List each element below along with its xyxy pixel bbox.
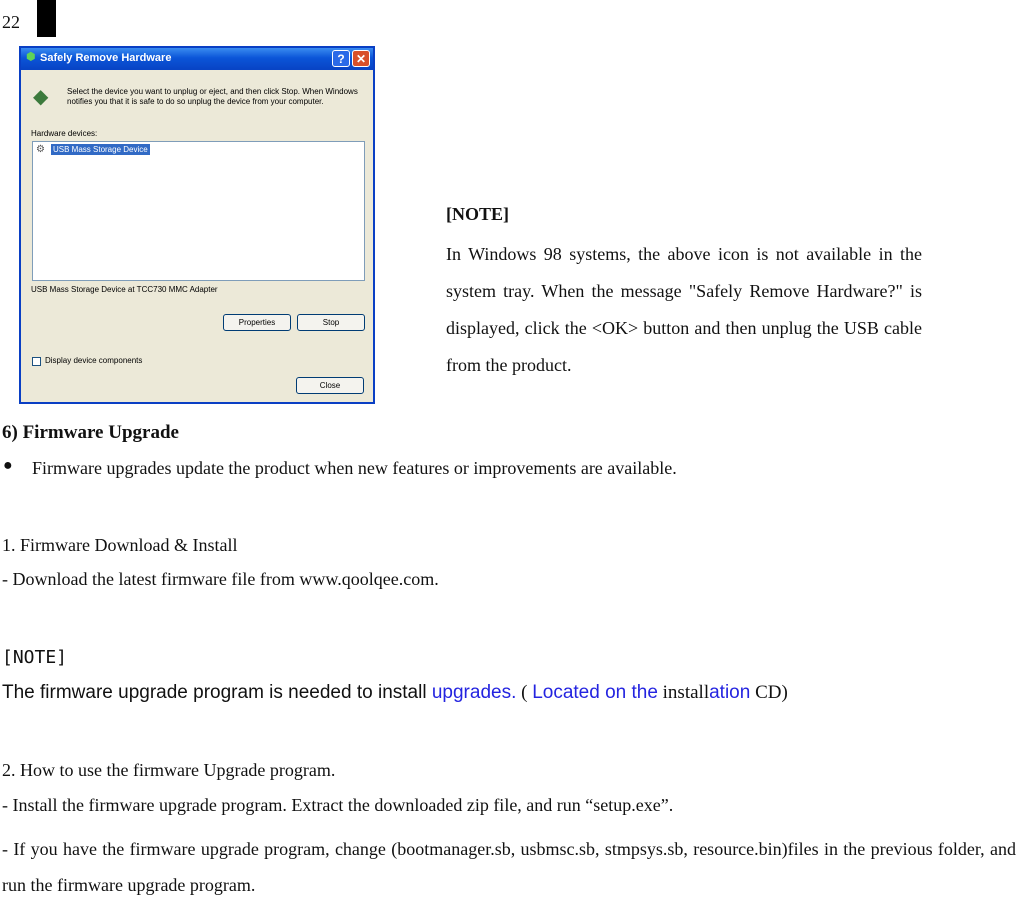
hardware-icon: ⬢ <box>26 51 36 63</box>
note2-text-e: install <box>657 682 710 703</box>
section-heading: 6) Firmware Upgrade <box>2 422 179 443</box>
note2-text-c: ( <box>516 682 533 703</box>
list-item-usb-mass-storage[interactable]: USB Mass Storage Device <box>53 145 148 154</box>
usb-device-icon: ⚙ <box>36 144 45 155</box>
dialog-titlebar[interactable] <box>21 48 373 70</box>
page-number: 22 <box>2 12 20 32</box>
bullet-text: Firmware upgrades update the product when new features or improvements are available. <box>32 458 677 478</box>
note2-title: [NOTE] <box>2 647 68 668</box>
hardware-devices-label: Hardware devices: <box>31 129 98 138</box>
note2-text-f: ation <box>709 682 751 703</box>
step1-title: 1. Firmware Download & Install <box>2 535 238 555</box>
page-marker-bar <box>37 0 56 37</box>
step2-line1: - Install the firmware upgrade program. Extract the downloaded zip file, and run “setup.exe”. <box>2 795 674 815</box>
stop-button[interactable]: Stop <box>297 314 365 331</box>
safely-remove-hardware-dialog <box>19 46 375 404</box>
note2-text-g: CD) <box>750 682 788 703</box>
hardware-device-list[interactable] <box>32 141 365 281</box>
close-button[interactable]: Close <box>296 377 364 394</box>
properties-button[interactable]: Properties <box>223 314 291 331</box>
device-adapter-text: USB Mass Storage Device at TCC730 MMC Adapter <box>31 285 218 294</box>
help-button[interactable]: ? <box>332 50 350 67</box>
dialog-title: Safely Remove Hardware <box>40 52 172 64</box>
note2-text-a: The firmware upgrade program is needed to install <box>2 682 432 703</box>
display-components-checkbox[interactable] <box>32 357 41 366</box>
note2-text-b: upgrades. <box>431 682 517 703</box>
note-title: [NOTE] <box>446 204 509 224</box>
drive-eject-icon: ◆ <box>33 86 49 108</box>
display-components-label: Display device components <box>45 356 143 365</box>
step2-title: 2. How to use the firmware Upgrade program. <box>2 760 336 780</box>
note-body: In Windows 98 systems, the above icon is not available in the system tray. When the message "Safely Remove Hardware?" is displayed, click the <OK> button and then unplug the USB cable from the product. <box>446 244 922 375</box>
dialog-instruction: Select the device you want to unplug or eject, and then click Stop. When Windows notifies you that it is safe to do so unplug the device from your computer. <box>67 87 358 106</box>
step2-line2: - If you have the firmware upgrade program, change (bootmanager.sb, usbmsc.sb, stmpsys.sb, resource.bin)files in the previous folder, and run the firmware upgrade program. <box>2 839 1016 895</box>
note2-text-d: Located on the <box>532 682 658 703</box>
note2-line <box>2 682 788 704</box>
close-icon[interactable]: ✕ <box>352 50 370 67</box>
step1-line: - Download the latest firmware file from www.qoolqee.com. <box>2 569 439 589</box>
bullet-icon: ● <box>3 457 13 474</box>
